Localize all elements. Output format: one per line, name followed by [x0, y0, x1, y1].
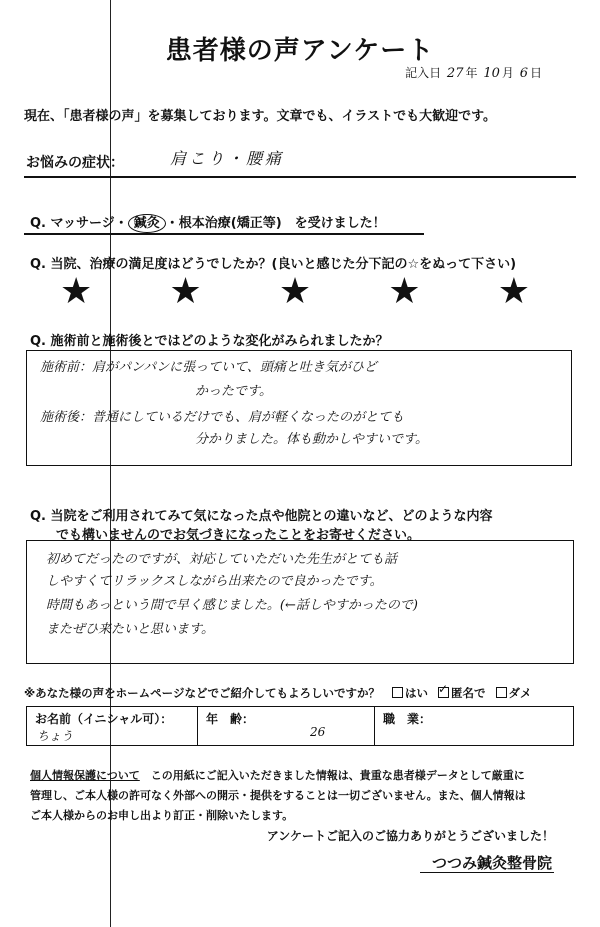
worries-label: お悩みの症状： — [26, 155, 124, 171]
before-line-1 — [40, 356, 377, 375]
intro-text: 現在、「患者様の声」を募集しております。文章でも、イラストでも大歓迎です。 — [24, 109, 497, 124]
after-text-1: 普通にしているだけでも、肩が軽くなったのがとても — [92, 410, 405, 425]
q3-prefix: Q. — [30, 334, 46, 349]
star-icon: ★ — [388, 271, 421, 312]
before-text-1: 肩がパンパンに張っていて、頭痛と吐き気がひど — [92, 360, 377, 375]
q3-text: 施術前と施術後とではどのような変化がみられましたか？ — [50, 334, 389, 349]
q4-text-1: 当院をご利用されてみて気になった点や他院との違いなど、どのような内容 — [50, 509, 493, 524]
consent-option-no[interactable]: ダメ — [496, 686, 532, 700]
satisfaction-stars — [60, 272, 530, 312]
entry-date — [405, 64, 542, 81]
q1-prefix: Q. — [30, 216, 46, 231]
q4-prefix: Q. — [30, 509, 46, 524]
consent-option-yes[interactable]: はい — [392, 686, 428, 700]
date-year: 27 — [446, 66, 464, 81]
clinic-underline — [420, 872, 554, 873]
date-month: 10 — [483, 66, 500, 81]
consent-option-anonymous[interactable]: ✓ 匿名で — [438, 686, 486, 700]
question-feedback-line-2: でも構いませんのでお気づきになったことをお寄せください。 — [56, 528, 421, 543]
question-treatment — [30, 212, 386, 231]
name-cell — [27, 707, 198, 745]
question-change — [30, 330, 389, 349]
clinic-name: つつみ鍼灸整骨院 — [431, 854, 552, 872]
consent-question: ※あなた様の声をホームページなどでご紹介してもよろしいですか？ — [24, 686, 380, 700]
privacy-line-1: この用紙にご記入いただきました情報は、貴重な患者様データとして厳重に — [139, 769, 525, 782]
date-label: 記入日 — [405, 66, 442, 80]
checkbox-icon[interactable] — [392, 687, 403, 698]
feedback-answer-1: 初めてだったのですが、対応していただいた先生がとても話 — [46, 552, 398, 567]
date-month-unit: 月 — [501, 66, 514, 80]
patient-info-table — [26, 706, 574, 746]
thanks-message: アンケートご記入のご協力ありがとうございました！ — [266, 829, 554, 843]
age-cell — [198, 707, 375, 745]
feedback-answer-3: 時間もあっという間で早く感じました。(←話しやすかったので) — [46, 598, 418, 613]
q2-prefix: Q. — [30, 257, 46, 272]
star-icon: ★ — [497, 271, 530, 312]
age-value: 26 — [310, 725, 326, 739]
star-icon: ★ — [60, 271, 93, 312]
consent-row — [24, 685, 532, 701]
feedback-answer-2: しやすくてリラックスしながら出来たので良かったです。 — [46, 574, 383, 589]
privacy-line-2: 管理し、ご本人様の許可なく外部への開示・提供をすることは一切ございません。また、個人情報は — [30, 789, 526, 802]
date-day-unit: 日 — [529, 66, 542, 80]
name-label: お名前（イニシャル可）： — [35, 712, 173, 726]
name-value: ちょう — [37, 729, 74, 743]
job-cell — [375, 707, 573, 745]
star-icon: ★ — [169, 271, 202, 312]
date-year-unit: 年 — [465, 66, 478, 80]
before-label: 施術前： — [40, 360, 93, 375]
privacy-notice — [30, 766, 558, 826]
privacy-title: 個人情報保護について — [30, 769, 140, 782]
checkbox-icon[interactable] — [496, 687, 507, 698]
star-icon: ★ — [278, 271, 312, 312]
q1-text-before: マッサージ・ — [50, 216, 128, 231]
q1-underline — [24, 233, 424, 235]
q1-text-after: ・根本治療(矯正等) を受けました！ — [165, 216, 386, 231]
q1-circled-option: 鍼灸 — [128, 214, 166, 233]
q2-text: 当院、治療の満足度はどうでしたか？(良いと感じた分下記の☆をぬって下さい) — [50, 257, 517, 272]
before-text-2: かったです。 — [195, 384, 272, 399]
date-day: 6 — [519, 66, 528, 81]
feedback-answer-4: またぜひ来たいと思います。 — [46, 622, 214, 637]
after-text-2: 分かりました。体も動かしやすいです。 — [195, 432, 428, 447]
form-title: 患者様の声アンケート — [165, 36, 435, 66]
worries-value: 肩こり・腰痛 — [170, 149, 285, 168]
after-label: 施術後： — [40, 410, 93, 425]
age-label: 年 齢： — [206, 712, 255, 726]
question-feedback-line-1 — [30, 505, 493, 524]
worries-underline — [24, 176, 576, 178]
after-line-1 — [40, 406, 404, 425]
checkbox-checked-icon[interactable] — [438, 687, 449, 698]
job-label: 職 業： — [383, 712, 432, 726]
privacy-line-3: ご本人様からのお申し出より訂正・削除いたします。 — [30, 809, 294, 822]
question-satisfaction — [30, 253, 516, 272]
